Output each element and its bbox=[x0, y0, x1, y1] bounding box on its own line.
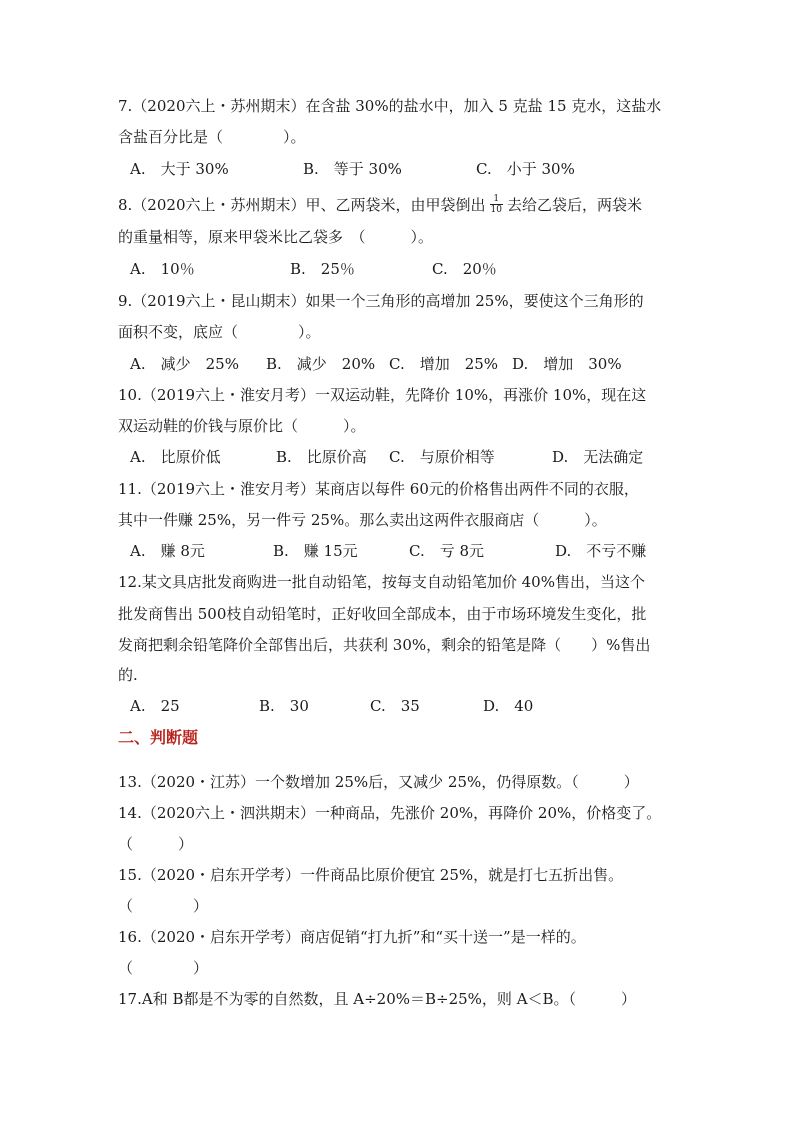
option-b[interactable]: B. 等于 30% bbox=[303, 160, 402, 178]
question-12-line-3: 发商把剩余铅笔降价全部售出后，共获利 30%，剩余的铅笔是降（ ）%售出 bbox=[118, 636, 651, 654]
question-12-options bbox=[0, 695, 794, 717]
option-a[interactable]: A. 10％ bbox=[130, 260, 195, 278]
question-15-line-1: 15.（2020・启东开学考）一件商品比原价便宜 25%，就是打七五折出售。 bbox=[118, 866, 624, 884]
question-9-line-1: 9.（2019六上・昆山期末）如果一个三角形的高增加 25%，要使这个三角形的 bbox=[118, 292, 644, 310]
option-a[interactable]: A. 减少 25% bbox=[130, 355, 239, 373]
question-11-line-1: 11.（2019六上・淮安月考）某商店以每件 60元的价格售出两件不同的衣服， bbox=[118, 480, 639, 498]
option-b[interactable]: B. 25％ bbox=[290, 260, 355, 278]
question-7-line-1: 7.（2020六上・苏州期末）在含盐 30%的盐水中，加入 5 克盐 15 克水，这盐水 bbox=[118, 97, 662, 115]
question-16-line-1: 16.（2020・启东开学考）商店促销“打九折”和“买十送一”是一样的。 bbox=[118, 928, 586, 946]
question-16-answer-blank[interactable]: （ ） bbox=[118, 959, 209, 977]
option-b[interactable]: B. 减少 20% bbox=[266, 355, 376, 373]
question-9-options bbox=[0, 353, 794, 375]
option-a[interactable]: A. 赚 8元 bbox=[130, 542, 205, 560]
question-12-line-2: 批发商售出 500枝自动铅笔时，正好收回全部成本，由于市场环境发生变化，批 bbox=[118, 605, 647, 623]
question-10-options bbox=[0, 446, 794, 468]
question-8-line-1 bbox=[118, 194, 642, 217]
option-c[interactable]: C. 增加 25% bbox=[389, 355, 499, 373]
question-8-text-before: 8.（2020六上・苏州期末）甲、乙两袋米，由甲袋倒出 bbox=[118, 196, 486, 214]
option-b[interactable]: B. 比原价高 bbox=[276, 448, 367, 466]
question-7-line-2: 含盐百分比是（ ）。 bbox=[118, 128, 306, 146]
option-c[interactable]: C. 20％ bbox=[432, 260, 497, 278]
option-d[interactable]: D. 无法确定 bbox=[552, 448, 644, 466]
question-15-answer-blank[interactable]: （ ） bbox=[118, 897, 209, 915]
question-14-answer-blank[interactable]: （ ） bbox=[118, 835, 194, 853]
question-17: 17.A和 B都是不为零的自然数，且 A÷20%＝B÷25%，则 A＜B。（ ） bbox=[118, 990, 637, 1008]
option-a[interactable]: A. 25 bbox=[130, 697, 180, 715]
question-11-line-2: 其中一件赚 25%，另一件亏 25%。那么卖出这两件衣服商店（ ）。 bbox=[118, 511, 607, 529]
option-a[interactable]: A. 大于 30% bbox=[130, 160, 229, 178]
option-c[interactable]: C. 亏 8元 bbox=[409, 542, 485, 560]
option-d[interactable]: D. 增加 30% bbox=[512, 355, 622, 373]
question-14-line-1: 14.（2020六上・泗洪期末）一种商品，先涨价 20%，再降价 20%，价格变了。 bbox=[118, 804, 662, 822]
option-a[interactable]: A. 比原价低 bbox=[130, 448, 221, 466]
section-title-judgement: 二、判断题 bbox=[118, 728, 199, 747]
question-8-text-after: 去给乙袋后，两袋米 bbox=[506, 196, 642, 214]
option-b[interactable]: B. 赚 15元 bbox=[273, 542, 358, 560]
option-c[interactable]: C. 35 bbox=[370, 697, 420, 715]
question-9-line-2: 面积不变，底应（ ）。 bbox=[118, 323, 321, 341]
fraction-one-tenth: $\frac{1}{10}$ bbox=[490, 193, 502, 215]
option-c[interactable]: C. 与原价相等 bbox=[389, 448, 495, 466]
question-12-line-4: 的. bbox=[118, 666, 138, 684]
option-c[interactable]: C. 小于 30% bbox=[476, 160, 575, 178]
question-10-line-1: 10.（2019六上・淮安月考）一双运动鞋，先降价 10%，再涨价 10%，现在这 bbox=[118, 386, 647, 404]
question-13: 13.（2020・江苏）一个数增加 25%后，又减少 25%，仍得原数。（ ） bbox=[118, 773, 639, 791]
question-10-line-2: 双运动鞋的价钱与原价比（ ）。 bbox=[118, 417, 366, 435]
question-11-options bbox=[0, 540, 794, 562]
question-8-line-2: 的重量相等，原来甲袋米比乙袋多 （ ）。 bbox=[118, 228, 434, 246]
question-8-options bbox=[0, 258, 794, 280]
option-d[interactable]: D. 40 bbox=[483, 697, 534, 715]
option-d[interactable]: D. 不亏不赚 bbox=[555, 542, 647, 560]
question-12-line-1: 12.某文具店批发商购进一批自动铅笔，按每支自动铅笔加价 40%售出，当这个 bbox=[118, 573, 645, 591]
option-b[interactable]: B. 30 bbox=[259, 697, 309, 715]
question-7-options bbox=[0, 158, 794, 180]
